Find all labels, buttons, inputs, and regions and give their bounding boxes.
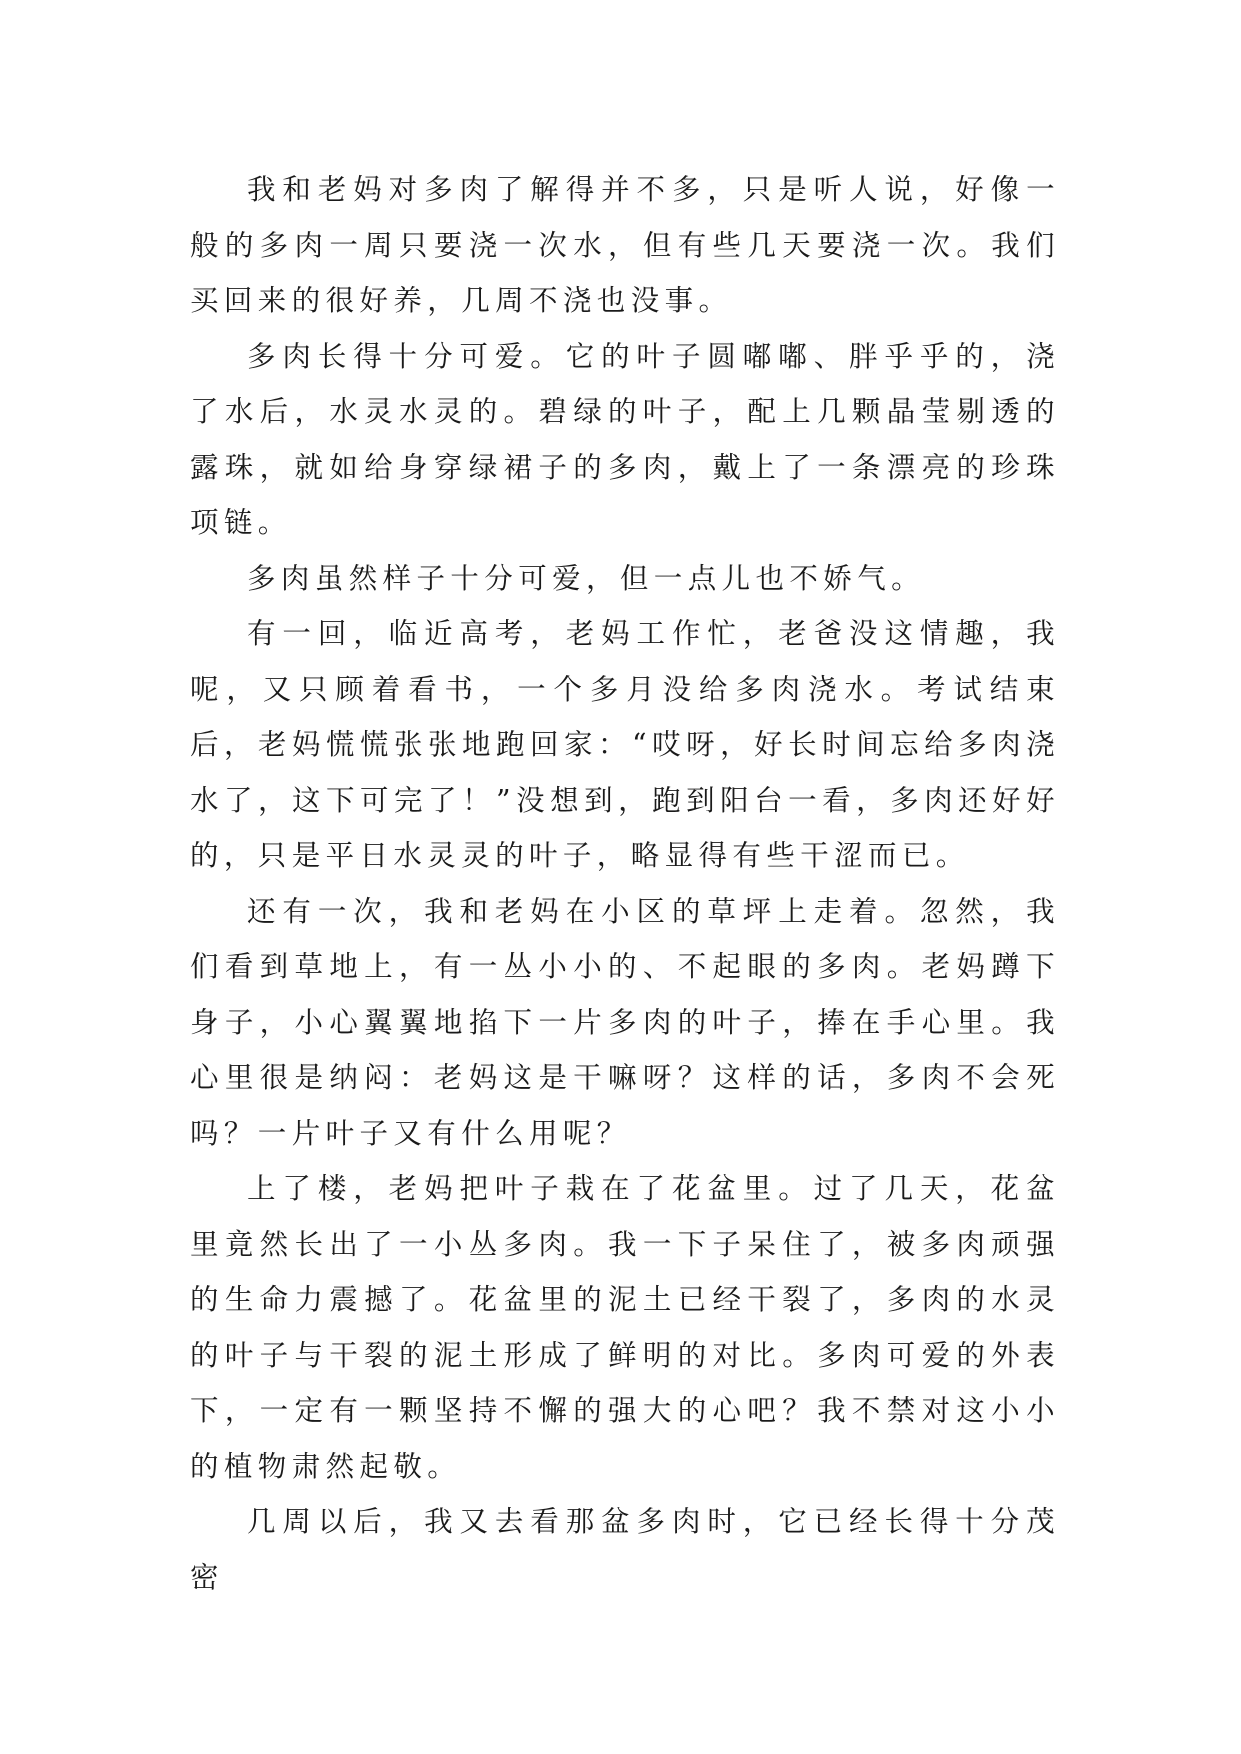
paragraph-3: 多肉虽然样子十分可爱，但一点儿也不娇气。 <box>247 561 926 595</box>
paragraph-2: 多肉长得十分可爱。它的叶子圆嘟嘟、胖乎乎的，浇了水后，水灵水灵的。碧绿的叶子，配上几颗晶莹剔透的露珠，就如给身穿绿裙子的多肉，戴上了一条漂亮的珍珠项链。 <box>190 339 1060 539</box>
paragraph-5: 还有一次，我和老妈在小区的草坪上走着。忽然，我们看到草地上，有一丛小小的、不起眼的多肉。老妈蹲下身子，小心翼翼地掐下一片多肉的叶子，捧在手心里。我心里很是纳闷：老妈这是干嘛呀？这样的话，多肉不会死吗？一片叶子又有什么用呢？ <box>190 894 1060 1150</box>
paragraph-6: 上了楼，老妈把叶子栽在了花盆里。过了几天，花盆里竟然长出了一小丛多肉。我一下子呆住了，被多肉顽强的生命力震撼了。花盆里的泥土已经干裂了，多肉的水灵的叶子与干裂的泥土形成了鲜明的对比。多肉可爱的外表下，一定有一颗坚持不懈的强大的心吧？我不禁对这小小的植物肃然起敬。 <box>190 1172 1060 1483</box>
paragraph-7: 几周以后，我又去看那盆多肉时，它已经长得十分茂密 <box>190 1505 1060 1594</box>
document-body <box>190 162 1060 1605</box>
paragraph-1: 我和老妈对多肉了解得并不多，只是听人说，好像一般的多肉一周只要浇一次水，但有些几天要浇一次。我们买回来的很好养，几周不浇也没事。 <box>190 173 1060 317</box>
paragraph-4: 有一回，临近高考，老妈工作忙，老爸没这情趣，我呢，又只顾着看书，一个多月没给多肉浇水。考试结束后，老妈慌慌张张地跑回家：“哎呀，好长时间忘给多肉浇水了，这下可完了！”没想到，跑到阳台一看，多肉还好好的，只是平日水灵灵的叶子，略显得有些干涩而已。 <box>190 617 1060 872</box>
